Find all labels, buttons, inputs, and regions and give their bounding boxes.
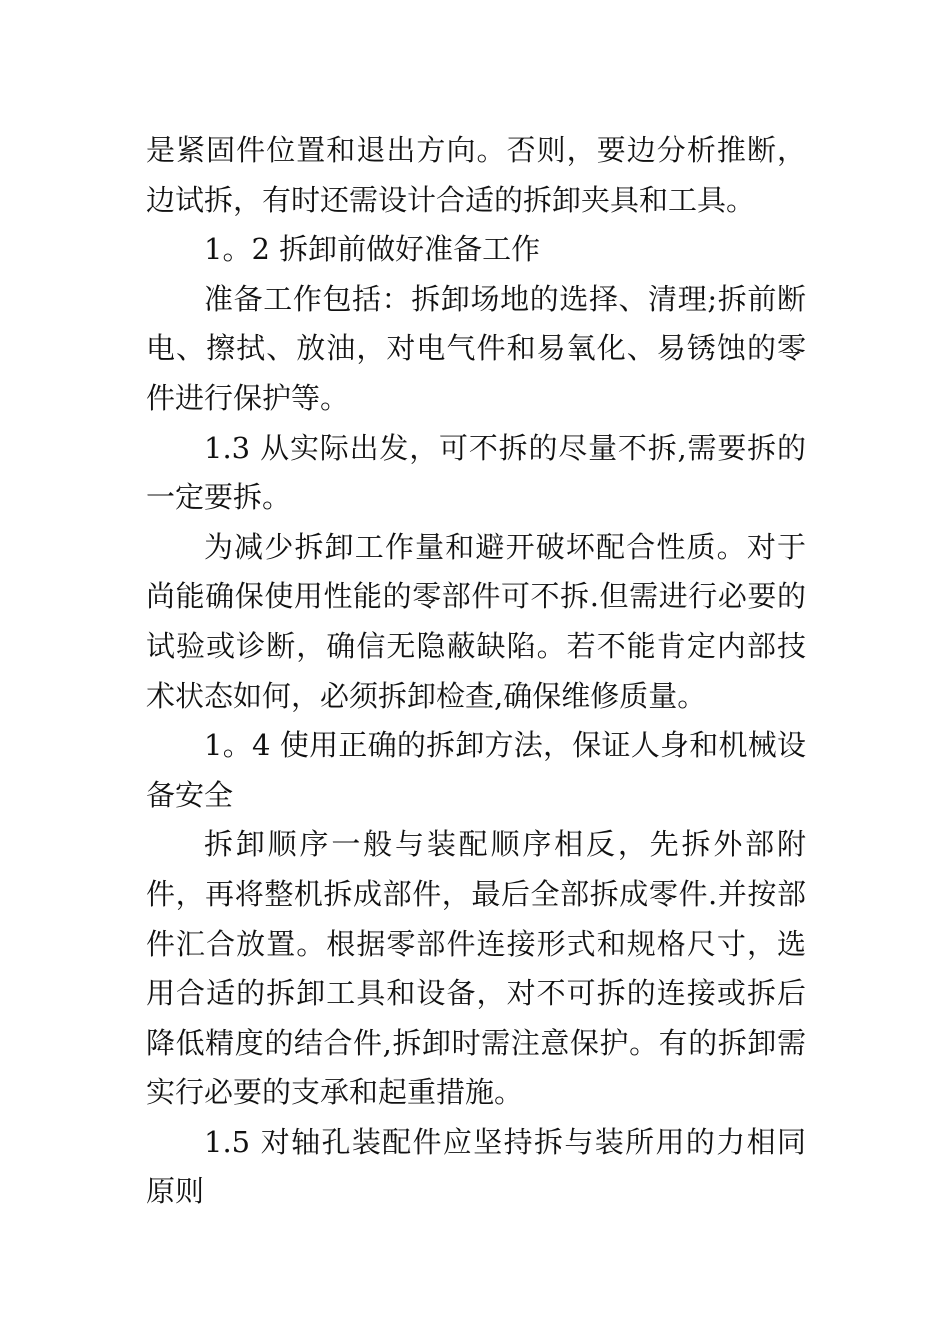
paragraph-preparation: 准备工作包括：拆卸场地的选择、清理;拆前断电、擦拭、放油，对电气件和易氧化、易锈蚀的零件进行保护等。 (146, 281, 806, 415)
section-heading-1-4: 1。4 使用正确的拆卸方法，保证人身和机械设备安全 (146, 728, 806, 812)
paragraph-reduce-disassembly: 为减少拆卸工作量和避开破坏配合性质。对于尚能确保使用性能的零部件可不拆.但需进行必要的试验或诊断，确信无隐蔽缺陷。若不能肯定内部技术状态如何，必须拆卸检查,确保维修质量。 (146, 529, 806, 713)
paragraph-continuation: 是紧固件位置和退出方向。否则，要边分析推断，边试拆，有时还需设计合适的拆卸夹具和工具。 (146, 133, 806, 217)
section-heading-1-2: 1。2 拆卸前做好准备工作 (204, 232, 541, 267)
section-heading-1-5: 1.5 对轴孔装配件应坚持拆与装所用的力相同原则 (146, 1124, 806, 1209)
document-body (146, 126, 806, 1217)
section-heading-1-3: 1.3 从实际出发，可不拆的尽量不拆,需要拆的一定要拆。 (146, 430, 806, 515)
paragraph-disassembly-order: 拆卸顺序一般与装配顺序相反，先拆外部附件，再将整机拆成部件，最后全部拆成零件.并按部件汇合放置。根据零部件连接形式和规格尺寸，选用合适的拆卸工具和设备，对不可拆的连接或拆后降低精度的结合件,拆卸时需注意保护。有的拆卸需实行必要的支承和起重措施。 (146, 827, 806, 1110)
